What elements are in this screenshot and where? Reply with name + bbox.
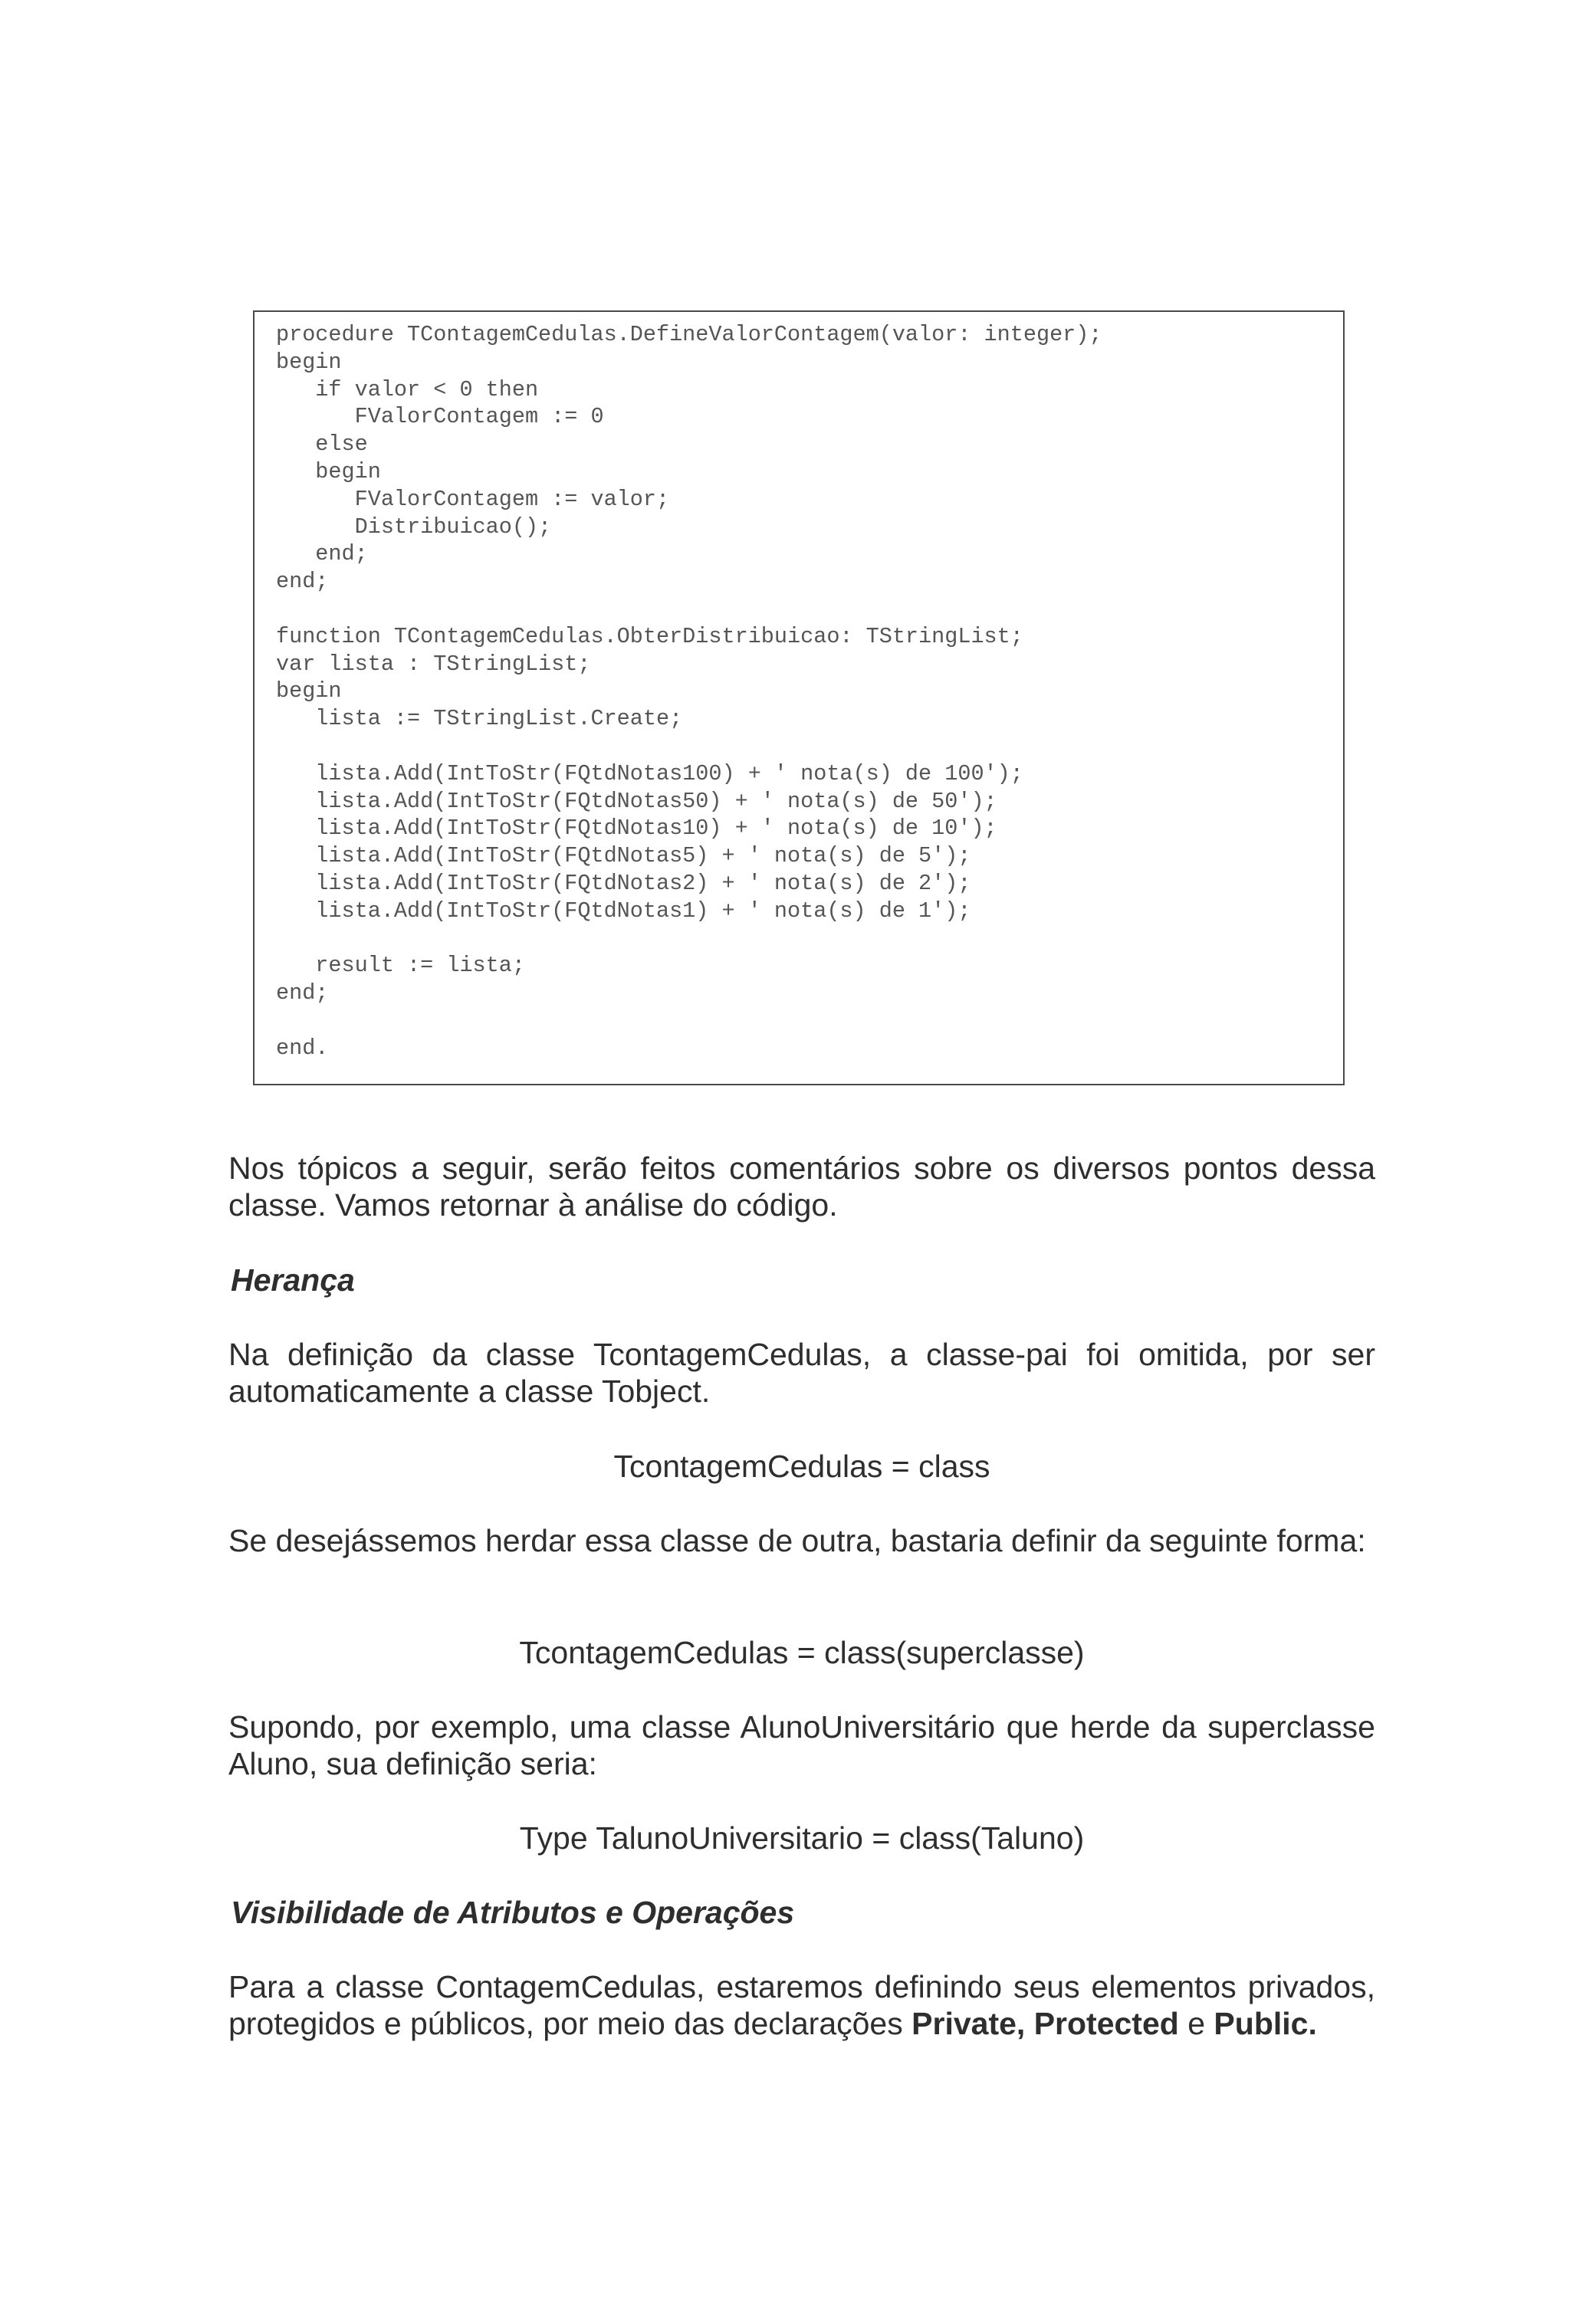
visibilidade-text: Para a classe ContagemCedulas, estaremos definindo seus elementos privados, protegidos e públicos, por meio das declarações: [228, 1969, 1375, 2041]
intro-paragraph: Nos tópicos a seguir, serão feitos comentários sobre os diversos pontos dessa classe. Vamos retornar à análise do código.: [228, 1151, 1375, 1223]
heranca-code-2: TcontagemCedulas = class(superclasse): [519, 1635, 1085, 1670]
visibilidade-bold-terms: Private, Protected: [911, 2006, 1179, 2041]
heading-heranca: Herança: [231, 1262, 355, 1298]
heranca-code-1: TcontagemCedulas = class: [613, 1449, 990, 1484]
heading-visibilidade: Visibilidade de Atributos e Operações: [231, 1895, 795, 1930]
heranca-paragraph-1: Na definição da classe TcontagemCedulas, a classe-pai foi omitida, por ser automaticamente a classe Tobject.: [228, 1337, 1375, 1409]
heranca-paragraph-2: Se desejássemos herdar essa classe de outra, bastaria definir da seguinte forma:: [228, 1523, 1366, 1558]
visibilidade-bold-last: Public.: [1214, 2006, 1317, 2041]
heranca-paragraph-3: Supondo, por exemplo, uma classe AlunoUniversitário que herde da superclasse Aluno, sua definição seria:: [228, 1709, 1375, 1781]
code-listing: procedure TContagemCedulas.DefineValorContagem(valor: integer); begin if valor < 0 then FValorContagem := 0 else begin FValorContagem := valor; Distribuicao(); end; end; function TContagemCedulas.ObterDistribuicao: TStringList; var lista : TStringList; begin lista := TStringList.Create; lista.Add(IntToStr(FQtdNotas100) + ' nota(s) de 100'); lista.Add(IntToStr(FQtdNotas50) + ' nota(s) de 50'); lista.Add(IntToStr(FQtdNotas10) + ' nota(s) de 10'); lista.Add(IntToStr(FQtdNotas5) + ' nota(s) de 5'); lista.Add(IntToStr(FQtdNotas2) + ' nota(s) de 2'); lista.Add(IntToStr(FQtdNotas1) + ' nota(s) de 1'); result := lista; end; end.: [276, 322, 1102, 1061]
code-listing-box: [253, 310, 1345, 1085]
heranca-code-3: Type TalunoUniversitario = class(Taluno): [519, 1820, 1085, 1856]
visibilidade-connector: e: [1187, 2006, 1206, 2041]
visibilidade-paragraph: [228, 1968, 1375, 2042]
